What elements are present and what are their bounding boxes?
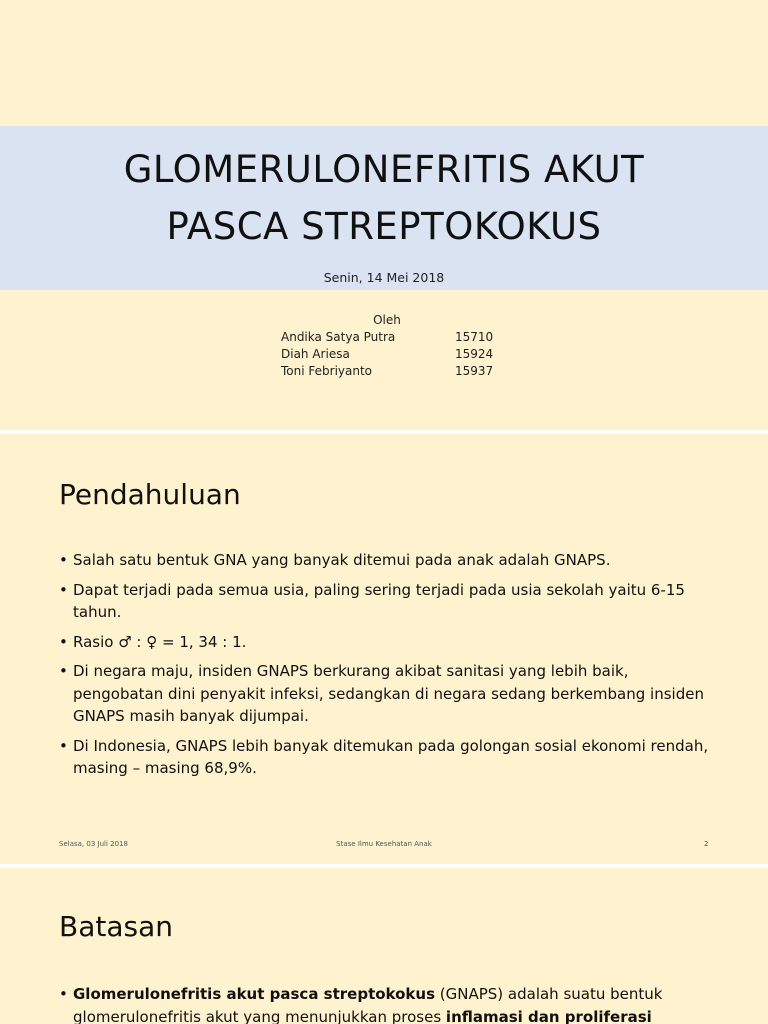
bullet-dot: •	[59, 632, 68, 651]
title-line-1: GLOMERULONEFRITIS AKUT	[123, 148, 645, 191]
by-label: Oleh	[373, 313, 401, 327]
title-line-2: PASCA STREPTOKOKUS	[166, 205, 602, 248]
bullet-text: Dapat terjadi pada semua usia, paling sering terjadi pada usia sekolah yaitu 6-15 tahun.	[73, 580, 685, 621]
bullet-text: Rasio ♂ : ♀ = 1, 34 : 1.	[73, 632, 247, 651]
bullet-text: Di negara maju, insiden GNAPS berkurang akibat sanitasi yang lebih baik, pengobatan dini penyakit infeksi, sedangkan di negara sedang berkembang insiden GNAPS masih banyak dijumpai.	[73, 662, 704, 725]
author-name: Toni Febriyanto	[281, 364, 373, 378]
bullet-list	[59, 549, 709, 787]
slide-batasan	[0, 868, 768, 1024]
bullet-dot: •	[59, 985, 68, 1003]
slide-heading: Batasan	[59, 910, 173, 943]
author-name: Diah Ariesa	[281, 347, 350, 361]
bullet-dot: •	[59, 580, 68, 599]
bullet-item	[59, 579, 709, 624]
author-nim: 15924	[455, 347, 494, 361]
author-nim: 15710	[455, 330, 494, 344]
footer-date: Selasa, 03 Juli 2018	[59, 840, 128, 848]
bullet-dot: •	[59, 551, 68, 569]
bullet-dot: •	[59, 736, 68, 755]
author-nim: 15937	[455, 364, 494, 378]
bold-term: Glomerulonefritis akut pasca streptokokus	[73, 985, 435, 1003]
bullet-text: (GNAPS) adalah suatu bentuk glomerulonefritis akut yang menunjukkan proses	[73, 985, 663, 1024]
footer-title: Stase Ilmu Kesehatan Anak	[336, 840, 432, 848]
bullet-item	[59, 983, 709, 1024]
bullet-text: Salah satu bentuk GNA yang banyak ditemui pada anak adalah GNAPS.	[73, 551, 611, 569]
slide-pendahuluan	[0, 434, 768, 864]
author-name: Andika Satya Putra	[281, 330, 396, 344]
bullet-text: Di Indonesia, GNAPS lebih banyak ditemukan pada golongan sosial ekonomi rendah, masing – masing 68,9%.	[73, 736, 709, 777]
title-slide	[0, 0, 768, 430]
slide-number: 2	[704, 840, 709, 848]
bullet-item	[59, 549, 709, 572]
bold-term: inflamasi dan proliferasi	[445, 1007, 652, 1024]
presentation-date: Senin, 14 Mei 2018	[323, 270, 445, 285]
bullet-item	[59, 631, 709, 654]
bullet-item	[59, 735, 709, 780]
bullet-list	[59, 983, 709, 1024]
slide-heading: Pendahuluan	[59, 478, 241, 511]
bullet-dot: •	[59, 662, 68, 680]
bullet-item	[59, 660, 709, 728]
